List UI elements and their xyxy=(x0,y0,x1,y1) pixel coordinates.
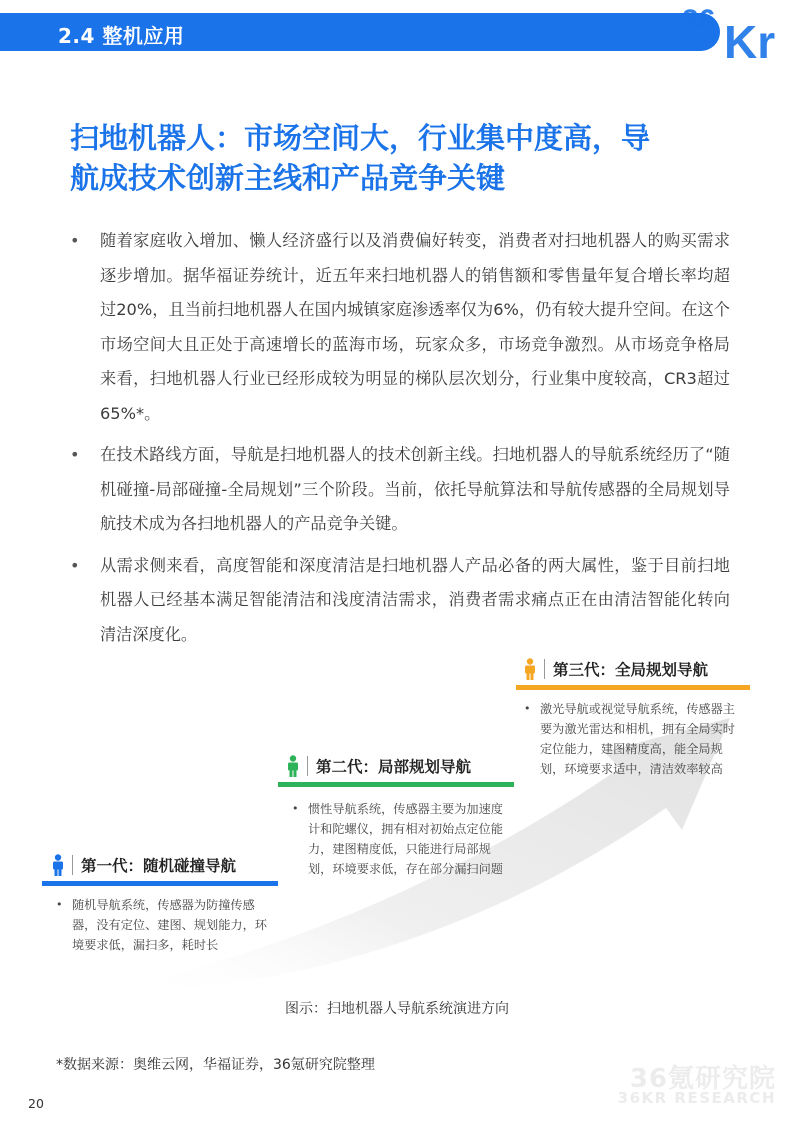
bullet-dot: • xyxy=(70,231,80,250)
navigation-evolution-diagram xyxy=(30,648,770,988)
gen2-desc-text: 惯性导航系统，传感器主要为加速度计和陀螺仪，拥有相对初始点定位能力，建图精度低，只能进行局部规划，环境要求低，存在部分漏扫问题 xyxy=(308,802,503,876)
bullet-item-technology xyxy=(70,438,730,542)
bullet-item-market xyxy=(70,224,730,431)
person-icon xyxy=(285,755,301,777)
divider xyxy=(544,659,545,679)
person-icon xyxy=(50,854,66,876)
36kr-logo xyxy=(684,0,794,60)
gen3-underline xyxy=(516,685,750,690)
bullet-dot: • xyxy=(70,555,80,575)
gen2-title: 第二代：局部规划导航 xyxy=(316,758,472,776)
watermark-en: 36KR RESEARCH xyxy=(617,1089,776,1107)
page-title xyxy=(70,118,740,198)
page-title-line-2: 航成技术创新主线和产品竞争关键 xyxy=(70,161,506,195)
gen1-underline xyxy=(42,881,278,886)
watermark-cn: 36氪研究院 xyxy=(629,1064,776,1094)
page-title-line-1: 扫地机器人：市场空间大，行业集中度高，导 xyxy=(70,121,651,155)
bullet-item-demand xyxy=(70,549,730,653)
svg-text:36: 36 xyxy=(684,4,716,37)
bullet-text: 在技术路线方面，导航是扫地机器人的技术创新主线。扫地机器人的导航系统经历了“随机碰撞-局部碰撞-全局规划”三个阶段。当前，依托导航算法和导航传感器的全局规划导航技术成为各扫地机器人的产品竞争关键。 xyxy=(100,445,730,533)
gen3-heading xyxy=(522,658,708,680)
page-number: 20 xyxy=(28,1096,44,1111)
gen2-description xyxy=(292,799,508,879)
divider xyxy=(307,756,308,776)
section-tag: 2.4 整机应用 xyxy=(58,24,185,48)
gen3-title: 第三代：全局规划导航 xyxy=(553,661,709,679)
gen1-title: 第一代：随机碰撞导航 xyxy=(81,857,237,875)
desc-dot: • xyxy=(56,898,63,911)
desc-dot: • xyxy=(292,802,299,815)
gen1-heading xyxy=(50,854,236,876)
desc-dot: • xyxy=(524,702,531,715)
bullet-text: 从需求侧来看，高度智能和深度清洁是扫地机器人产品必备的两大属性，鉴于目前扫地机器人已经基本满足智能清洁和浅度清洁需求，消费者需求痛点正在由清洁智能化转向清洁深度化。 xyxy=(100,555,730,644)
gen1-description xyxy=(56,895,272,955)
svg-text:Kr: Kr xyxy=(724,16,776,60)
gen3-description xyxy=(524,699,740,779)
gen1-desc-text: 随机导航系统，传感器为防撞传感器，没有定位、建图、规划能力，环境要求低，漏扫多，耗时长 xyxy=(72,898,267,952)
gen3-desc-text: 激光导航或视觉导航系统，传感器主要为激光雷达和相机，拥有全局实时定位能力，建图精度高，能全局规划，环境要求适中，清洁效率较高 xyxy=(540,702,735,776)
divider xyxy=(72,855,73,875)
data-source-note: *数据来源：奥维云网，华福证券，36氪研究院整理 xyxy=(56,1057,375,1073)
gen2-heading xyxy=(285,755,471,777)
person-icon xyxy=(522,658,538,680)
bullet-list xyxy=(70,224,730,659)
gen2-underline xyxy=(278,782,514,787)
bullet-text: 随着家庭收入增加、懒人经济盛行以及消费偏好转变，消费者对扫地机器人的购买需求逐步增加。据华福证券统计，近五年来扫地机器人的销售额和零售量年复合增长率均超过20%，且当前扫地机器人在国内城镇家庭渗透率仅为6%，仍有较大提升空间。在这个市场空间大且正处于高速增长的蓝海市场，玩家众多，市场竞争激烈。从市场竞争格局来看，扫地机器人行业已经形成较为明显的梯队层次划分，行业集中度较高，CR3超过65%*。 xyxy=(100,231,730,423)
figure-caption: 图示：扫地机器人导航系统演进方向 xyxy=(285,1001,509,1017)
bullet-dot: • xyxy=(70,445,80,464)
